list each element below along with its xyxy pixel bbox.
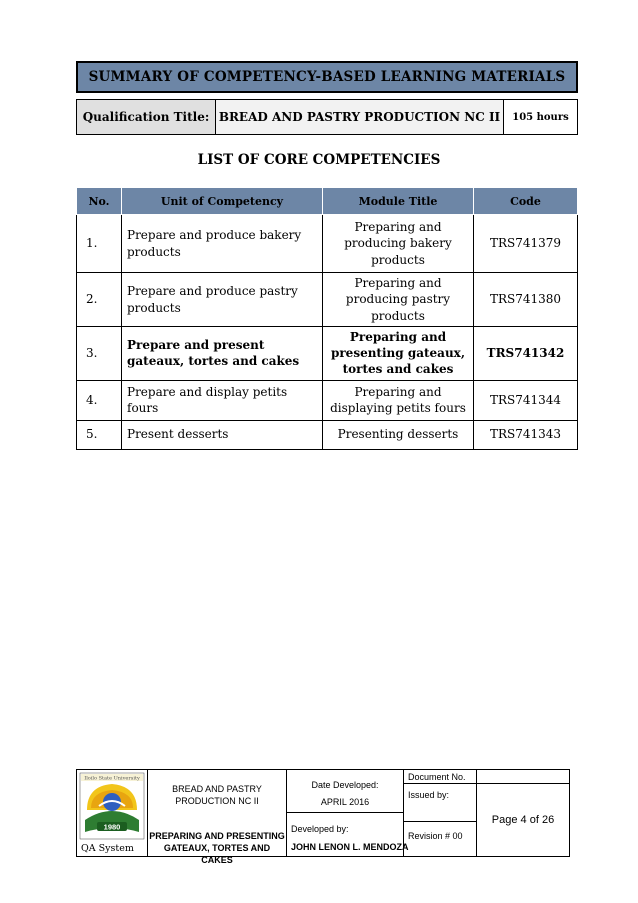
- seal-year: 1980: [103, 822, 121, 832]
- page-number: Page 4 of 26: [491, 814, 555, 826]
- course-cell: [148, 770, 287, 865]
- row-code: TRS741380: [474, 273, 578, 327]
- table-row: [77, 215, 578, 273]
- developed-label: Developed by:: [291, 824, 349, 834]
- row-unit: Prepare and produce bakery products: [122, 215, 323, 273]
- summary-title-bar: [76, 61, 578, 93]
- row-no: 1.: [77, 215, 122, 273]
- header-code: Code: [474, 188, 578, 215]
- row-module: Preparing and producing bakery products: [323, 215, 474, 273]
- qualification-label: Qualification Title:: [77, 100, 216, 134]
- row-code: TRS741344: [474, 380, 578, 420]
- row-unit: Prepare and display petits fours: [122, 380, 323, 420]
- header-no: No.: [77, 188, 122, 215]
- row-code: TRS741379: [474, 215, 578, 273]
- logo-cell: [77, 770, 148, 856]
- document-footer: [76, 769, 570, 865]
- row-module: Preparing and producing pastry products: [323, 273, 474, 327]
- row-code: TRS741342: [474, 327, 578, 381]
- qualification-hours: 105 hours: [512, 111, 569, 123]
- course-line2: PRODUCTION NC II: [175, 796, 259, 806]
- list-title: LIST OF CORE COMPETENCIES: [197, 152, 441, 168]
- date-developer-cell: [287, 770, 409, 856]
- qa-system-label: QA System: [81, 843, 134, 854]
- seal-text: Iloilo State University: [84, 775, 140, 782]
- row-unit: Prepare and produce pastry products: [122, 273, 323, 327]
- table-row: [77, 327, 578, 381]
- row-module: Presenting desserts: [323, 420, 474, 449]
- date-value: APRIL 2016: [320, 797, 370, 807]
- row-unit: Prepare and present gateaux, tortes and cakes: [122, 327, 323, 381]
- course-line1: BREAD AND PASTRY: [172, 784, 262, 794]
- university-seal-icon: [79, 772, 145, 840]
- header-unit: Unit of Competency: [122, 188, 323, 215]
- date-label: Date Developed:: [311, 780, 379, 790]
- module-line2: GATEAUX, TORTES AND CAKES: [163, 843, 271, 865]
- summary-title: SUMMARY OF COMPETENCY-BASED LEARNING MATERIALS: [88, 69, 566, 85]
- header-module: Module Title: [323, 188, 474, 215]
- table-row: [77, 380, 578, 420]
- row-module: Preparing and presenting gateaux, tortes and cakes: [323, 327, 474, 381]
- row-code: TRS741343: [474, 420, 578, 449]
- row-no: 2.: [77, 273, 122, 327]
- row-no: 3.: [77, 327, 122, 381]
- row-no: 4.: [77, 380, 122, 420]
- table-header-row: [77, 188, 578, 215]
- document-number-label: Document No.: [404, 770, 569, 784]
- row-no: 5.: [77, 420, 122, 449]
- row-module: Preparing and displaying petits fours: [323, 380, 474, 420]
- developer-name: JOHN LENON L. MENDOZA: [291, 842, 409, 852]
- table-row: [77, 420, 578, 449]
- core-competencies-table: [76, 187, 578, 450]
- revision-label: Revision # 00: [408, 831, 463, 841]
- qualification-row: [76, 99, 578, 135]
- module-line1: PREPARING AND PRESENTING: [149, 831, 285, 841]
- row-unit: Present desserts: [122, 420, 323, 449]
- qualification-value: BREAD AND PASTRY PRODUCTION NC II: [216, 100, 504, 134]
- table-row: [77, 273, 578, 327]
- issued-label: Issued by:: [408, 790, 450, 800]
